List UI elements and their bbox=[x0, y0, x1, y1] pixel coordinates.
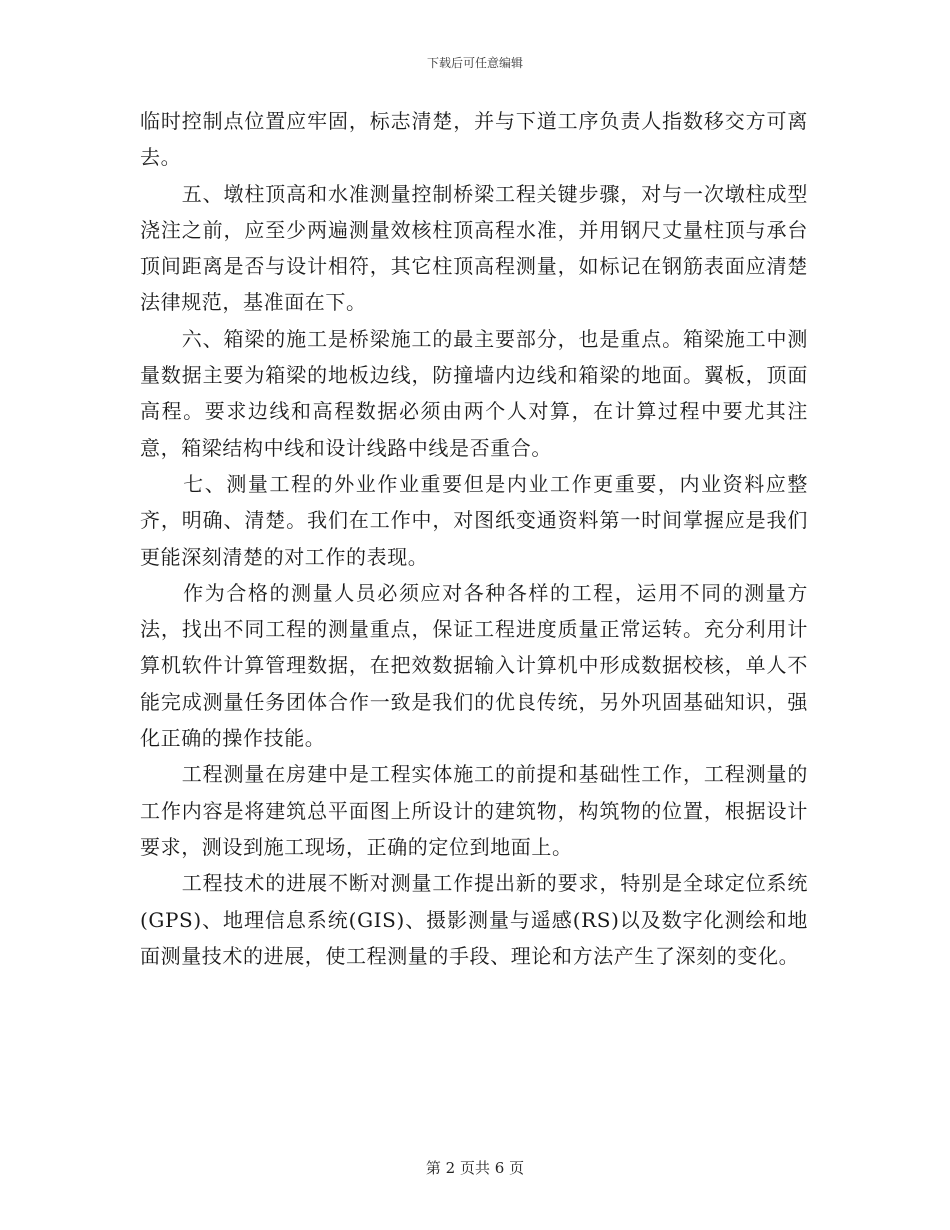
document-body bbox=[140, 103, 808, 974]
paragraph-4: 七、测量工程的外业作业重要但是内业工作更重要，内业资料应整齐，明确、清楚。我们在工作中，对图纸变通资料第一时间掌握应是我们更能深刻清楚的对工作的表现。 bbox=[140, 471, 808, 569]
paragraph-1: 临时控制点位置应牢固，标志清楚，并与下道工序负责人指数移交方可离去。 bbox=[140, 109, 808, 170]
paragraph-5: 作为合格的测量人员必须应对各种各样的工程，运用不同的测量方法，找出不同工程的测量重点，保证工程进度质量正常运转。充分利用计算机软件计算管理数据，在把效数据输入计算机中形成数据校核，单人不能完成测量任务团体合作一致是我们的优良传统，另外巩固基础知识，强化正确的操作技能。 bbox=[140, 580, 808, 751]
paragraph-3: 六、箱梁的施工是桥梁施工的最主要部分，也是重点。箱梁施工中测量数据主要为箱梁的地板边线，防撞墙内边线和箱梁的地面。翼板，顶面高程。要求边线和高程数据必须由两个人对算，在计算过程中要尤其注意，箱梁结构中线和设计线路中线是否重合。 bbox=[140, 326, 808, 460]
page-number: 第 2 页共 6 页 bbox=[425, 1159, 525, 1177]
paragraph-6: 工程测量在房建中是工程实体施工的前提和基础性工作，工程测量的工作内容是将建筑总平面图上所设计的建筑物，构筑物的位置，根据设计要求，测设到施工现场，正确的定位到地面上。 bbox=[140, 762, 808, 859]
page-header: 下载后可任意编辑 bbox=[426, 56, 523, 70]
paragraph-2: 五、墩柱顶高和水准测量控制桥梁工程关键步骤，对与一次墩柱成型浇注之前，应至少两遍测量效核柱顶高程水准，并用钢尺丈量柱顶与承台顶间距离是否与设计相符，其它柱顶高程测量，如标记在钢筋表面应清楚法律规范，基准面在下。 bbox=[140, 181, 808, 315]
paragraph-7: 工程技术的进展不断对测量工作提出新的要求，特别是全球定位系统(GPS)、地理信息系统(GIS)、摄影测量与遥感(RS)以及数字化测绘和地面测量技术的进展，使工程测量的手段、理论和方法产生了深刻的变化。 bbox=[140, 871, 808, 968]
